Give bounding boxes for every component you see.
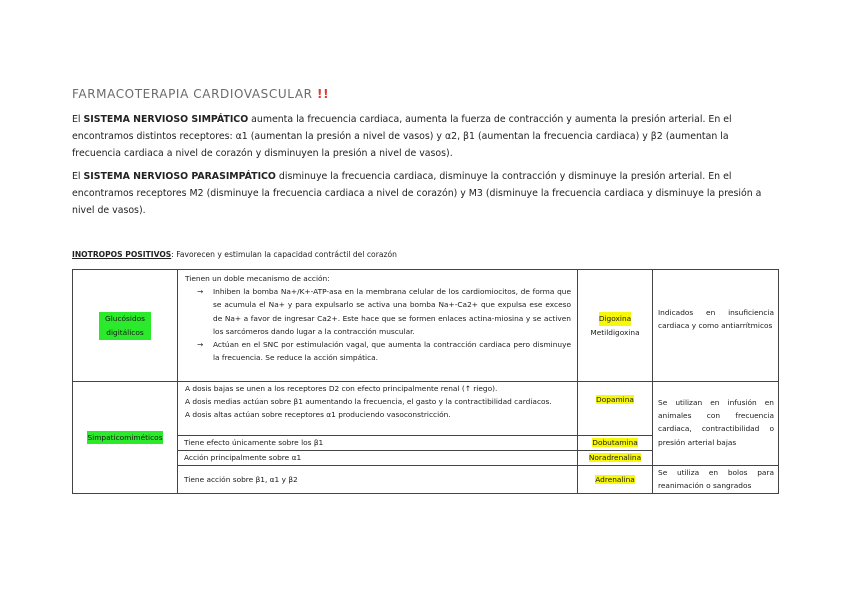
arrow-icon: → — [197, 340, 204, 350]
p2-lead: El — [72, 171, 84, 182]
p1-text: aumenta la frecuencia cardiaca, aumenta la fuerza de contracción y aumenta la presión arterial. En el encontramos distintos receptores: α1 (aumentan la presión a nivel de vasos) y α2, β1 (aumentan la frecuencia cardiaca) y β2 (aumentan la frecuencia cardiaca a nivel de corazón y disminuyen la presión a nivel de vasos). — [72, 114, 732, 159]
mechanism-intro: Tienen un doble mecanismo de acción: — [185, 274, 330, 283]
mechanism-noradrenalina: Acción principalmente sobre α1 — [184, 453, 302, 462]
drug-dopamina-cell — [578, 393, 652, 406]
p1-bold-term: SISTEMA NERVIOSO SIMPÁTICO — [83, 114, 249, 125]
drug-dobutamina: Dobutamina — [592, 438, 638, 447]
bullet-text: Actúan en el SNC por estimulación vagal, que aumenta la contracción cardiaca pero disminuye la frecuencia. Se reduce la acción simpática. — [213, 340, 571, 363]
drug-noradrenalina-cell — [578, 451, 652, 464]
group-simpaticomimeticos-label: Simpaticomiméticos — [87, 431, 162, 444]
mechanism-glucosidos — [178, 270, 577, 381]
indication-infusion: Se utilizan en infusión en animales con frecuencia cardiaca, contractibilidad o presión arterial bajas — [658, 398, 774, 447]
mechanism-adrenalina: Tiene acción sobre β1, α1 y β2 — [184, 475, 298, 484]
subheading-text: : Favorecen y estimulan la capacidad contráctil del corazón — [171, 250, 397, 259]
title-text: FARMACOTERAPIA CARDIOVASCULAR — [72, 87, 313, 101]
subheading-label: INOTROPOS POSITIVOS — [72, 250, 172, 259]
title-exclamation: !! — [317, 87, 330, 101]
dopamina-mech-low: A dosis bajas se unen a los receptores D2 con efecto principalmente renal (↑ riego). — [185, 384, 498, 393]
paragraph-sympathetic — [72, 111, 778, 162]
indication-glucosidos: Indicados en insuficiencia cardiaca y como antiarrítmicos — [658, 308, 774, 331]
drug-metildigoxina: Metildigoxina — [590, 327, 640, 337]
p1-lead: El — [72, 114, 84, 125]
mechanism-dopamina — [178, 382, 577, 435]
group-simpaticomimeticos — [73, 382, 177, 493]
group-glucosidos-label: Glucósidos digitálicos — [99, 312, 151, 340]
drug-dopamina: Dopamina — [596, 395, 634, 404]
arrow-icon: → — [197, 287, 204, 297]
p2-bold-term: SISTEMA NERVIOSO PARASIMPÁTICO — [83, 171, 276, 182]
drug-adrenalina: Adrenalina — [595, 475, 635, 484]
mechanism-bullet — [185, 338, 571, 364]
drug-noradrenalina: Noradrenalina — [588, 453, 642, 462]
drug-adrenalina-cell — [578, 473, 652, 486]
mechanism-bullet — [185, 285, 571, 338]
drugs-glucosidos — [578, 270, 652, 381]
paragraph-parasympathetic — [72, 168, 778, 219]
group-glucosidos — [73, 270, 177, 381]
dopamina-mech-high: A dosis altas actúan sobre receptores α1 produciendo vasoconstricción. — [185, 410, 451, 420]
p2-text: disminuye la frecuencia cardiaca, disminuye la contracción y disminuye la presión arterial. En el encontramos receptores M2 (disminuye la frecuencia cardiaca a nivel de corazón) y M3 (disminuye la frecuencia cardiaca y disminuye la presión a nivel de vasos). — [72, 171, 762, 216]
mechanism-dobutamina: Tiene efecto únicamente sobre los β1 — [184, 438, 324, 447]
drug-digoxina: Digoxina — [599, 312, 631, 325]
inotropes-table — [72, 269, 779, 494]
bullet-text: Inhiben la bomba Na+/K+-ATP-asa en la membrana celular de los cardiomiocitos, de forma que se acumula el Na+ y para expulsarlo se activa una bomba Na+-Ca2+ que expulsa ese exceso de Na+ a favor de ingresar Ca2+. Este hace que se formen enlaces actina-miosina y se activen los sarcómeros dando lugar a la contracción muscular. — [213, 287, 571, 336]
dopamina-mech-mid: A dosis medias actúan sobre β1 aumentando la frecuencia, el gasto y la contractibilidad cardiacos. — [185, 397, 552, 407]
indication-bolus: Se utiliza en bolos para reanimación o sangrados — [658, 468, 774, 491]
section-subheading — [72, 250, 397, 259]
page-title — [72, 87, 329, 101]
drug-dobutamina-cell — [578, 436, 652, 449]
